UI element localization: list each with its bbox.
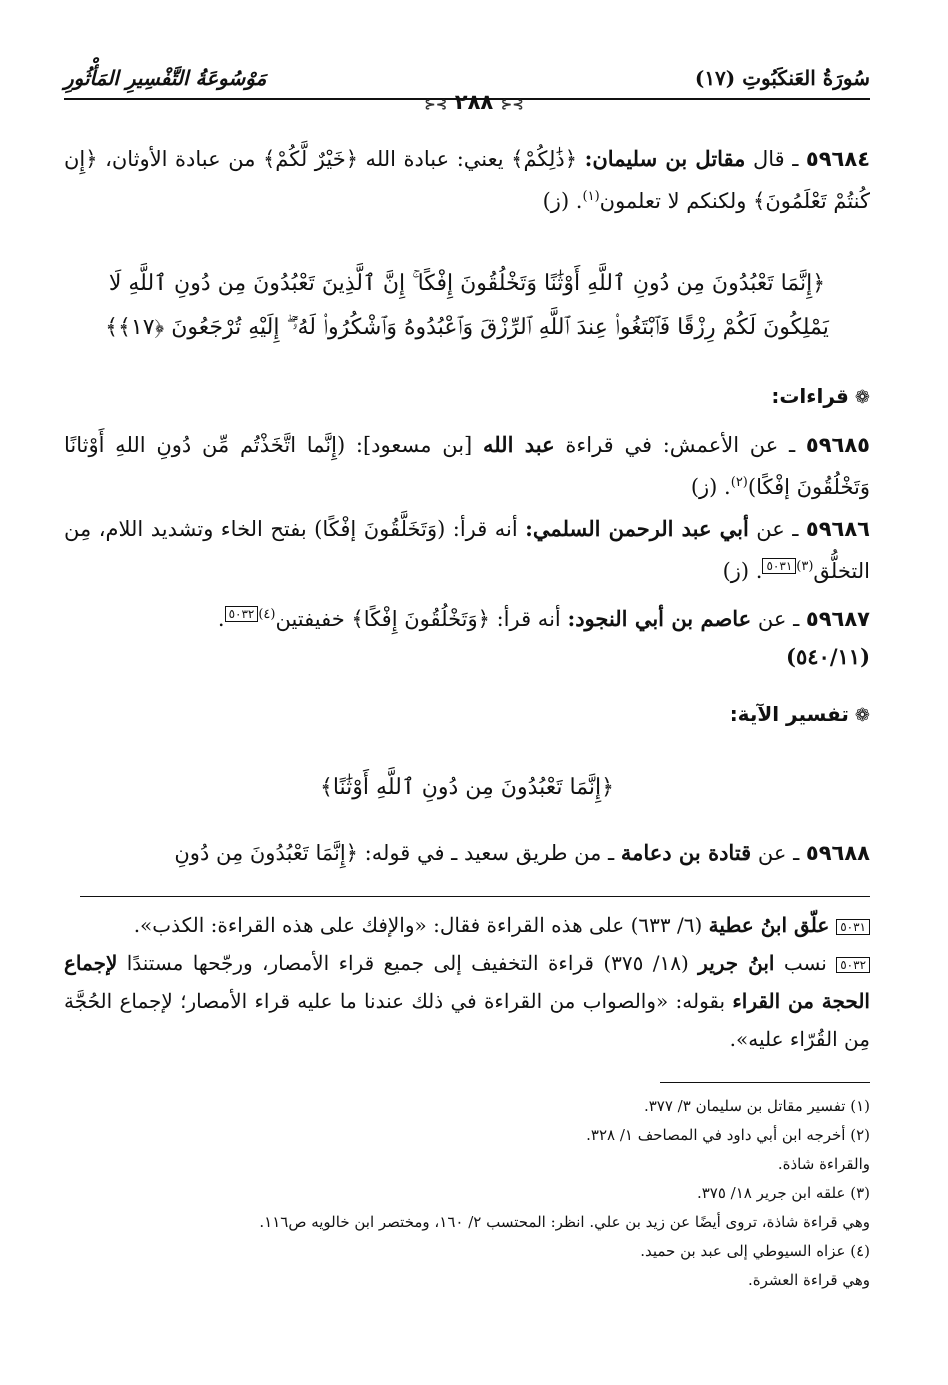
section-heading-tafsir: [730, 702, 870, 726]
narrator-name: عبد الله: [482, 432, 555, 457]
note-ref-box: ٥٠٣٢: [225, 606, 259, 622]
narration-number: ٥٩٦٨٦: [805, 517, 870, 541]
narration-text: ـ عن: [748, 517, 806, 541]
narration-59684: [64, 140, 870, 220]
footnote-line: وهي قراءة العشرة.: [748, 1271, 870, 1289]
narration-text: أنه قرأ: ﴿وَتَخْلُقُونَ إِفْكًا﴾ خفيفتين: [275, 607, 568, 631]
footnote-ref: (١): [582, 189, 600, 204]
footnote-ref: (٤): [258, 607, 276, 622]
footnotes-separator: [660, 1082, 870, 1083]
narration-text: ـ عن: [751, 841, 806, 865]
footnote-line: والقراءة شاذة.: [777, 1155, 870, 1173]
narrator-name: قتادة بن دعامة: [620, 840, 752, 865]
narrator-name: مقاتل بن سليمان:: [584, 146, 746, 171]
note-5032: [64, 944, 870, 1058]
volume-reference: (٥٤٠/١١): [786, 644, 870, 669]
quran-verse-block: [64, 262, 870, 350]
footnote-ref: (٢): [730, 475, 748, 490]
footnote-line: (٤) عزاه السيوطي إلى عبد بن حميد.: [640, 1242, 870, 1260]
narration-59688: [64, 834, 870, 872]
book-title: مَوْسُوعَةُ التَّفْسِيرِ المَأْثُورِ: [64, 66, 267, 90]
narrator-name: عاصم بن أبي النجود:: [567, 606, 752, 631]
note-ref-box: ٥٠٣٢: [836, 957, 870, 973]
narration-text: . (ز): [690, 475, 731, 499]
page-number: ٢٨٨: [454, 90, 494, 114]
narration-number: ٥٩٦٨٥: [805, 433, 870, 457]
verse-line: ﴿إِنَّمَا تَعْبُدُونَ مِن دُونِ ٱللَّهِ أَوْثَٰنًا وَتَخْلُقُونَ إِفْكًا ۚ إِنَّ ٱلَّذِينَ تَعْبُدُونَ مِن دُونِ ٱللَّهِ لَا: [108, 271, 826, 296]
ornament-icon: ⊱⊰: [500, 97, 524, 113]
footnotes: [80, 1092, 870, 1295]
flower-icon: ❁: [854, 387, 870, 408]
note-text: (٦/ ٦٣٣) على هذه القراءة فقال: «والإفك على هذه القراءة: الكذب».: [133, 913, 709, 937]
note-text: بقوله: «والصواب من القراءة في ذلك عندنا ما عليه قراء الأمصار؛ لإجماع الحُجَّة مِن القُرّاء عليه».: [64, 989, 870, 1051]
note-scholar-name: علّق ابنُ عطية: [708, 913, 837, 937]
surah-title: سُورَةُ العَنكَبُوتِ (١٧): [694, 66, 870, 90]
note-text: نسب: [774, 951, 837, 975]
narration-number: ٥٩٦٨٨: [805, 841, 870, 865]
narration-text: .: [217, 607, 225, 631]
narration-text: . (ز): [722, 559, 763, 583]
quran-verse-heading: [64, 766, 870, 810]
narration-text: [بن مسعود]: (إِنَّما اتَّخَذْتُم مِّن دُونِ اللهِ أَوْثانًا وَتَخْلُقُونَ إفْكًا): [64, 433, 870, 499]
narration-text: ﴿ذَٰلِكُمْ﴾ يعني: عبادة الله ﴿خَيْرٌ لَّكُمْ﴾ من عبادة الأوثان، ﴿إِن كُنتُمْ تَعْلَمُونَ﴾ ولكنكم لا تعلمون: [64, 147, 870, 213]
note-5031: [64, 906, 870, 944]
note-text: (١٨/ ٣٧٥) قراءة التخفيف إلى جميع قراء الأمصار، ورجّحها مستندًا: [117, 951, 699, 975]
narration-number: ٥٩٦٨٤: [805, 147, 871, 171]
footnote-line: (٣) علقه ابن جرير ١٨/ ٣٧٥.: [696, 1184, 870, 1202]
footnote-ref: (٣): [796, 559, 814, 574]
footnote-line: (١) تفسير مقاتل بن سليمان ٣/ ٣٧٧.: [643, 1097, 870, 1115]
narration-text: ـ قال: [745, 147, 806, 171]
section-heading-readings: [771, 384, 870, 408]
narration-text: ـ من طريق سعيد ـ في قوله: ﴿إِنَّمَا تَعْبُدُونَ مِن دُونِ: [174, 841, 621, 865]
section-title: قراءات:: [771, 384, 849, 408]
narration-text: . (ز): [542, 189, 583, 213]
section-title: تفسير الآية:: [729, 702, 849, 726]
narration-text: ـ عن الأعمش: في قراءة: [554, 433, 806, 457]
verse-line: ﴿إِنَّمَا تَعْبُدُونَ مِن دُونِ ٱللَّهِ أَوْثَٰنًا﴾: [319, 775, 615, 800]
notes-separator: [80, 896, 870, 897]
footnote-line: (٢) أخرجه ابن أبي داود في المصاحف ١/ ٣٢٨.: [586, 1126, 870, 1144]
narration-59687: [64, 596, 870, 676]
footnote-line: وهي قراءة شاذة، تروى أيضًا عن زيد بن علي. انظر: المحتسب ٢/ ١٦٠، ومختصر ابن خالويه ص١١٦.: [259, 1213, 870, 1231]
editorial-notes: [64, 906, 870, 1058]
narration-text: ـ عن: [751, 607, 806, 631]
verse-line: يَمْلِكُونَ لَكُمْ رِزْقًا فَٱبْتَغُوا۟ عِندَ ٱللَّهِ ٱلرِّزْقَ وَٱعْبُدُوهُ وَٱشْكُرُوا۟ لَهُۥٓ ۖ إِلَيْهِ تُرْجَعُونَ ﴿١٧﴾﴾: [105, 315, 829, 340]
narration-59685: [64, 426, 870, 506]
note-ref-box: ٥٠٣١: [836, 919, 870, 935]
narration-59686: [64, 510, 870, 590]
narrator-name: أبي عبد الرحمن السلمي:: [525, 516, 749, 541]
note-bold-text: لإجماع الحجة من القراء: [64, 951, 870, 1013]
ornament-icon: ⊱⊰: [423, 97, 448, 113]
flower-icon: ❁: [854, 705, 870, 726]
note-ref-box: ٥٠٣١: [762, 558, 796, 574]
narration-number: ٥٩٦٨٧: [805, 607, 870, 631]
note-scholar-name: ابنُ جرير: [698, 951, 775, 975]
narration-text: أنه قرأ: (وَتَخَلَّقُونَ إفْكًا) بفتح الخاء وتشديد اللام، مِن التخلُّق: [64, 517, 870, 583]
page-number-row: [0, 90, 948, 114]
